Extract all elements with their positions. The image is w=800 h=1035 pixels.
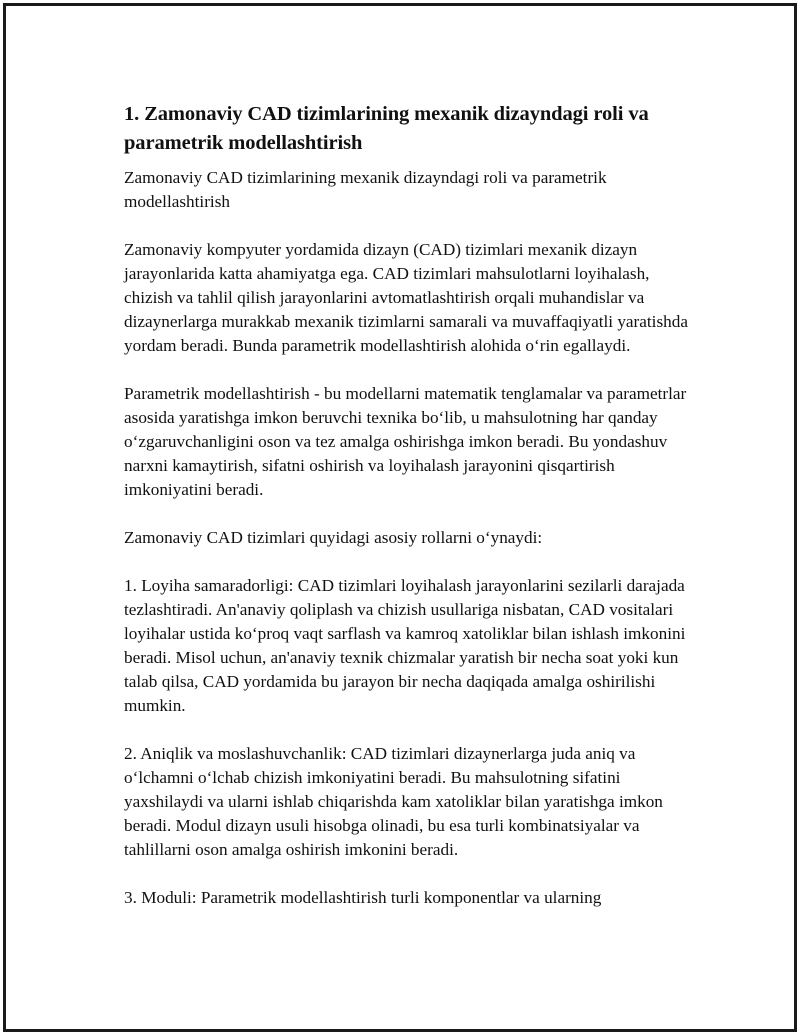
- list-item-accuracy: 2. Aniqlik va moslashuvchanlik: CAD tizimlari dizaynerlarga juda aniq va o‘lchamni o‘lchab chizish imkoniyatini beradi. Bu mahsulotning sifatini yaxshilaydi va ularni ishlab chiqarishda kam xatoliklar bilan yaratishga imkon beradi. Modul dizayn usuli hisobga olinadi, bu esa turli kombinatsiyalar va tahlillarni oson amalga oshirish imkonini beradi.: [124, 744, 663, 859]
- document-body: [124, 100, 694, 934]
- intro-paragraph: Zamonaviy kompyuter yordamida dizayn (CAD) tizimlari mexanik dizayn jarayonlarida katta ahamiyatga ega. CAD tizimlari mahsulotlarni loyihalash, chizish va tahlil qilish jarayonlarini avtomatlashtirish orqali muhandislar va dizaynerlarga murakkab mexanik tizimlarni samarali va muvaffaqiyatli yaratishda yordam beradi. Bunda parametrik modellashtirish alohida o‘rin egallaydi.: [124, 240, 688, 355]
- page-frame: [3, 3, 797, 1032]
- subtitle-paragraph: Zamonaviy CAD tizimlarining mexanik dizayndagi roli va parametrik modellashtirish: [124, 168, 607, 211]
- roles-heading-paragraph: Zamonaviy CAD tizimlari quyidagi asosiy rollarni o‘ynaydi:: [124, 528, 543, 547]
- parametric-paragraph: Parametrik modellashtirish - bu modellarni matematik tenglamalar va parametrlar asosida yaratishga imkon beruvchi texnika bo‘lib, u mahsulotning har qanday o‘zgaruvchanligini oson va tez amalga oshirishga imkon beradi. Bu yondashuv narxni kamaytirish, sifatni oshirish va loyihalash jarayonini qisqartirish imkoniyatini beradi.: [124, 384, 687, 499]
- list-item-modularity: 3. Moduli: Parametrik modellashtirish turli komponentlar va ularning: [124, 888, 602, 907]
- document-title: 1. Zamonaviy CAD tizimlarining mexanik dizayndagi roli va parametrik modellashtirish: [124, 103, 649, 154]
- list-item-efficiency: 1. Loyiha samaradorligi: CAD tizimlari loyihalash jarayonlarini sezilarli darajada tezlashtiradi. An'anaviy qoliplash va chizish usullariga nisbatan, CAD vositalari loyihalar ustida ko‘proq vaqt sarflash va kamroq xatoliklar bilan ishlash imkonini beradi. Misol uchun, an'anaviy texnik chizmalar yaratish bir necha soat yoki kun talab qilsa, CAD yordamida bu jarayon bir necha daqiqada amalga oshirilishi mumkin.: [124, 576, 686, 715]
